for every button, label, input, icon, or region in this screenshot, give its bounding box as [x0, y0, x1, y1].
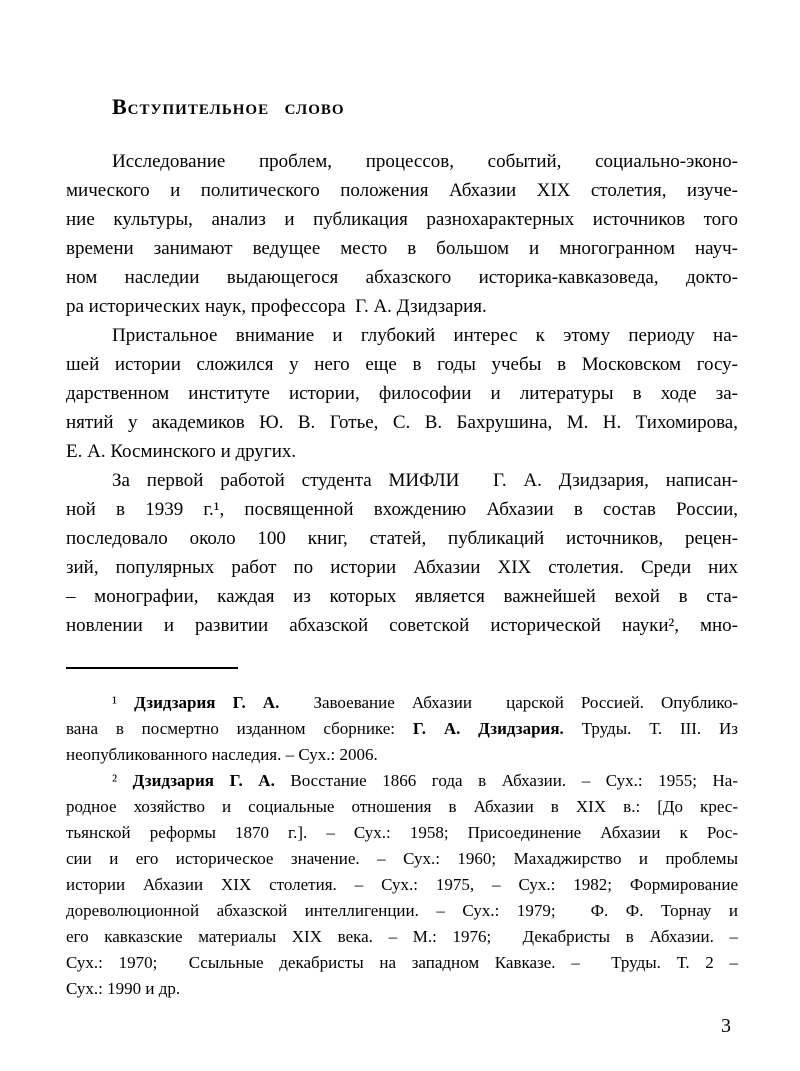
text-line: шей истории сложился у него еще в годы учебы в Московском госу- — [66, 354, 738, 375]
footnote-1 — [66, 690, 738, 768]
text-line: Исследование проблем, процессов, событий, социально-эконо- — [112, 151, 738, 172]
text-line: мического и политического положения Абхазии XIX столетия, изуче- — [66, 180, 738, 201]
text-line: Пристальное внимание и глубокий интерес к этому периоду на- — [112, 325, 738, 346]
text-line: вана в посмертно изданном сборнике: Г. А. Дзидзария. Труды. Т. III. Из — [66, 719, 739, 738]
footnotes-section — [66, 690, 738, 1002]
text-line: ной в 1939 г.¹, посвященной вхождению Абхазии в состав России, — [66, 499, 738, 520]
text-line: зий, популярных работ по истории Абхазии XIX столетия. Среди них — [66, 557, 738, 578]
paragraph-3 — [66, 466, 738, 640]
paragraph-1 — [66, 147, 738, 321]
text-line: ра исторических наук, профессора Г. А. Дзидзария. — [66, 296, 487, 317]
text-line: неопубликованного наследия. – Сух.: 2006. — [66, 745, 378, 764]
text-line: истории Абхазии XIX столетия. – Сух.: 1975, – Сух.: 1982; Формирование — [66, 875, 738, 894]
text-line: ние культуры, анализ и публикация разнохарактерных источников того — [66, 209, 738, 230]
text-line: родное хозяйство и социальные отношения в Абхазии в XIX в.: [До крес- — [66, 797, 738, 816]
paragraph-2 — [66, 321, 738, 466]
text-line: Е. А. Косминского и других. — [66, 441, 297, 462]
text-line: Сух.: 1990 и др. — [66, 979, 181, 998]
page-title: Вступительное слово — [112, 94, 345, 119]
text-line: дарственном институте истории, философии и литературы в ходе за- — [66, 383, 738, 404]
footnote-separator — [66, 667, 238, 669]
body-text — [66, 147, 738, 640]
text-line: его кавказские материалы XIX века. – М.: 1976; Декабристы в Абхазии. – — [66, 927, 738, 946]
page-number: 3 — [721, 1015, 731, 1037]
text-line: сии и его историческое значение. – Сух.: 1960; Махаджирство и проблемы — [66, 849, 738, 868]
text-line: тьянской реформы 1870 г.]. – Сух.: 1958; Присоединение Абхазии к Рос- — [66, 823, 738, 842]
text-line: нятий у академиков Ю. В. Готье, С. В. Бахрушина, М. Н. Тихомирова, — [66, 412, 738, 433]
text-line: последовало около 100 книг, статей, публикаций источников, рецен- — [66, 528, 738, 549]
footnote-2 — [66, 768, 738, 1002]
page-content — [66, 92, 738, 1002]
text-line: новлении и развитии абхазской советской исторической науки², мно- — [66, 615, 738, 636]
text-line: ¹ Дзидзария Г. А. Завоевание Абхазии царской Россией. Опублико- — [112, 693, 738, 712]
text-line: ² Дзидзария Г. А. Восстание 1866 года в Абхазии. – Сух.: 1955; На- — [112, 771, 738, 790]
text-line: дореволюционной абхазской интеллигенции. – Сух.: 1979; Ф. Ф. Торнау и — [66, 901, 738, 920]
text-line: – монографии, каждая из которых является важнейшей вехой в ста- — [66, 586, 738, 607]
text-line: За первой работой студента МИФЛИ Г. А. Дзидзария, написан- — [112, 470, 738, 491]
text-line: Сух.: 1970; Ссыльные декабристы на западном Кавказе. – Труды. Т. 2 – — [66, 953, 738, 972]
text-line: ном наследии выдающегося абхазского историка-кавказоведа, докто- — [66, 267, 738, 288]
text-line: времени занимают ведущее место в большом и многогранном науч- — [66, 238, 738, 259]
